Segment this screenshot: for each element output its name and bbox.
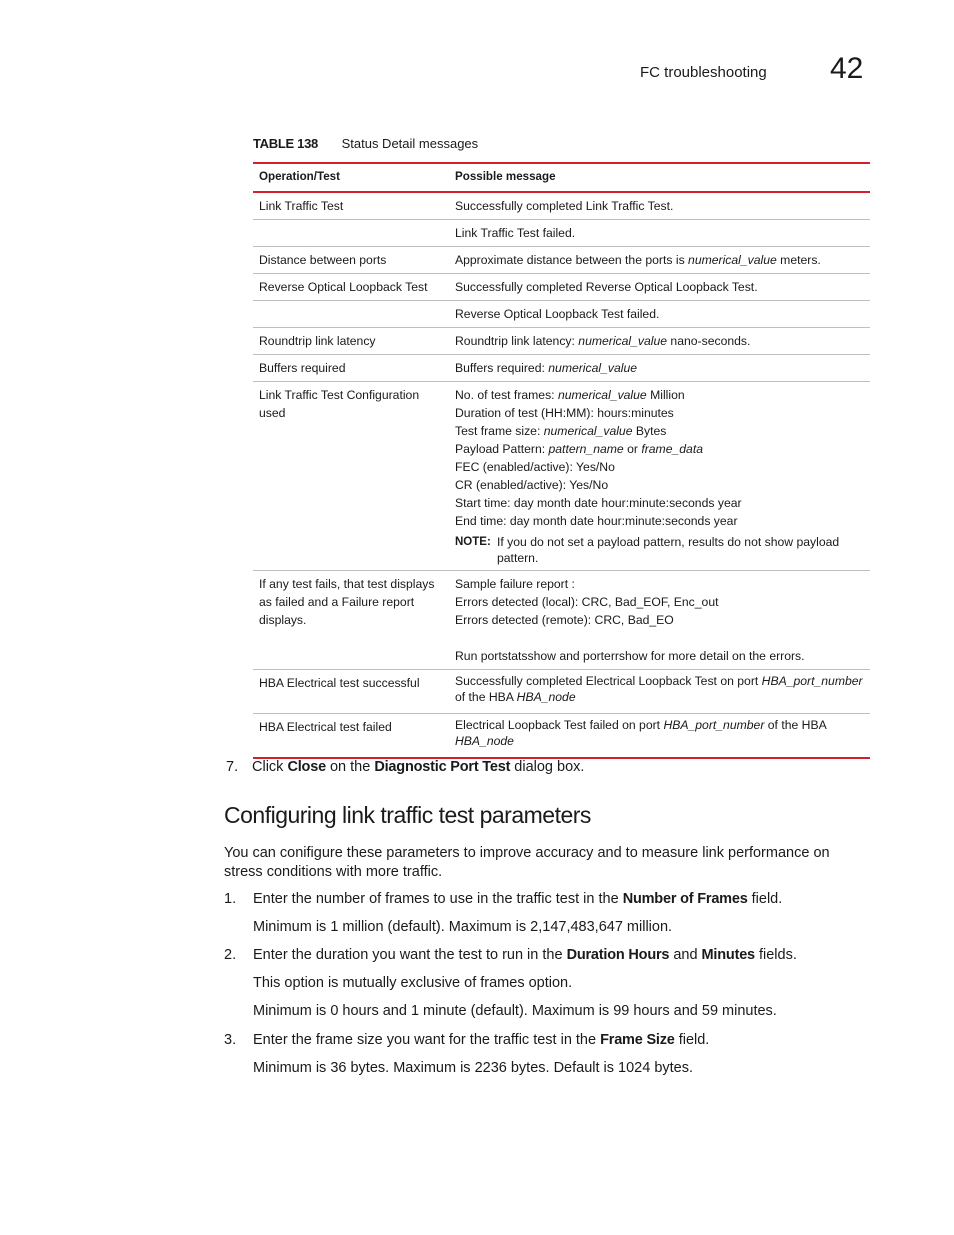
header-title: FC troubleshooting	[640, 64, 767, 81]
message-cell: Link Traffic Test failed.	[455, 226, 576, 240]
operation-cell: Buffers required	[259, 361, 346, 375]
table-row	[253, 193, 870, 220]
step-detail: Minimum is 1 million (default). Maximum is 2,147,483,647 million.	[253, 919, 673, 935]
step-detail: Minimum is 0 hours and 1 minute (default). Maximum is 99 hours and 59 minutes.	[253, 1003, 777, 1019]
step-detail: Minimum is 36 bytes. Maximum is 2236 bytes. Default is 1024 bytes.	[253, 1060, 694, 1076]
message-cell: No. of test frames: numerical_value Million Duration of test (HH:MM): hours:minutes Test frame size: numerical_value Bytes Payload Pattern: pattern_name or frame_data FEC (enabled/active): Yes/No CR (enabled/active): Yes/No Start time: day month date hour:minute:seconds year End time: day month date hour:minute:seconds year NOTE: If you do not set a payload pattern, results do not show payload pattern.	[449, 382, 870, 570]
step-detail: This option is mutually exclusive of frames option.	[253, 975, 573, 991]
message-cell: Approximate distance between the ports is numerical_value meters.	[455, 253, 821, 267]
message-cell: Successfully completed Electrical Loopback Test on port HBA_port_number of the HBA HBA_node	[455, 674, 863, 704]
step-number: 7.	[226, 759, 239, 775]
message-cell: Sample failure report : Errors detected (local): CRC, Bad_EOF, Enc_out Errors detected (remote): CRC, Bad_EO Run portstatsshow and porterrshow for more detail on the errors.	[455, 577, 805, 663]
table-row	[253, 355, 870, 382]
table-header-row	[253, 164, 870, 193]
step-number: 2.	[224, 947, 237, 963]
operation-cell: HBA Electrical test successful	[259, 676, 420, 690]
step-number: 3.	[224, 1032, 237, 1048]
close-button-ref: Close	[287, 759, 326, 775]
chapter-number: 42	[830, 52, 864, 85]
operation-cell	[253, 301, 449, 327]
field-ref: Duration Hours	[566, 947, 670, 963]
message-cell: Electrical Loopback Test failed on port HBA_port_number of the HBA HBA_node	[455, 718, 827, 748]
table-row	[253, 382, 870, 571]
table-caption-text: Status Detail messages	[341, 136, 479, 151]
status-detail-table	[253, 162, 870, 759]
step-3: 3. Enter the frame size you want for the traffic test in the Frame Size field.	[224, 1032, 710, 1048]
table-row	[253, 571, 870, 670]
note-block	[455, 534, 870, 566]
operation-cell: Distance between ports	[259, 253, 387, 267]
table-row	[253, 301, 870, 328]
table-row	[253, 274, 870, 301]
message-cell: Reverse Optical Loopback Test failed.	[455, 307, 660, 321]
note-label: NOTE:	[455, 536, 491, 548]
table-row	[253, 220, 870, 247]
message-cell: Roundtrip link latency: numerical_value nano-seconds.	[455, 334, 751, 348]
section-intro: You can conifigure these parameters to improve accuracy and to measure link performance on stress conditions with more traffic.	[224, 845, 830, 880]
field-ref: Frame Size	[600, 1032, 675, 1048]
table-label: TABLE 138	[253, 136, 318, 151]
table-row	[253, 328, 870, 355]
column-header-message: Possible message	[455, 170, 556, 183]
operation-cell	[253, 220, 449, 246]
message-cell: Successfully completed Link Traffic Test.	[455, 199, 674, 213]
note-text: If you do not set a payload pattern, results do not show payload pattern.	[497, 535, 840, 565]
operation-cell: Link Traffic Test Configuration used	[259, 388, 420, 420]
operation-cell: Roundtrip link latency	[259, 334, 376, 348]
operation-cell: Reverse Optical Loopback Test	[259, 280, 428, 294]
step-number: 1.	[224, 891, 237, 907]
operation-cell: Link Traffic Test	[259, 199, 344, 213]
step-1: 1. Enter the number of frames to use in the traffic test in the Number of Frames field.	[224, 891, 783, 907]
message-cell: Buffers required: numerical_value	[455, 361, 638, 375]
message-cell: Successfully completed Reverse Optical Loopback Test.	[455, 280, 758, 294]
operation-cell: HBA Electrical test failed	[259, 720, 392, 734]
section-heading: Configuring link traffic test parameters	[224, 802, 591, 828]
table-row	[253, 247, 870, 274]
operation-cell: If any test fails, that test displays as failed and a Failure report displays.	[259, 577, 435, 627]
step-7: 7. Click Close on the Diagnostic Port Test dialog box.	[226, 759, 585, 775]
table-caption	[253, 136, 478, 151]
column-header-operation: Operation/Test	[259, 170, 340, 183]
procedure-steps	[224, 890, 864, 1078]
dialog-name-ref: Diagnostic Port Test	[374, 759, 511, 775]
field-ref: Number of Frames	[622, 891, 748, 907]
table-row	[253, 714, 870, 759]
field-ref: Minutes	[701, 947, 755, 963]
step-2: 2. Enter the duration you want the test to run in the Duration Hours and Minutes fields.	[224, 947, 797, 963]
table-row	[253, 670, 870, 714]
